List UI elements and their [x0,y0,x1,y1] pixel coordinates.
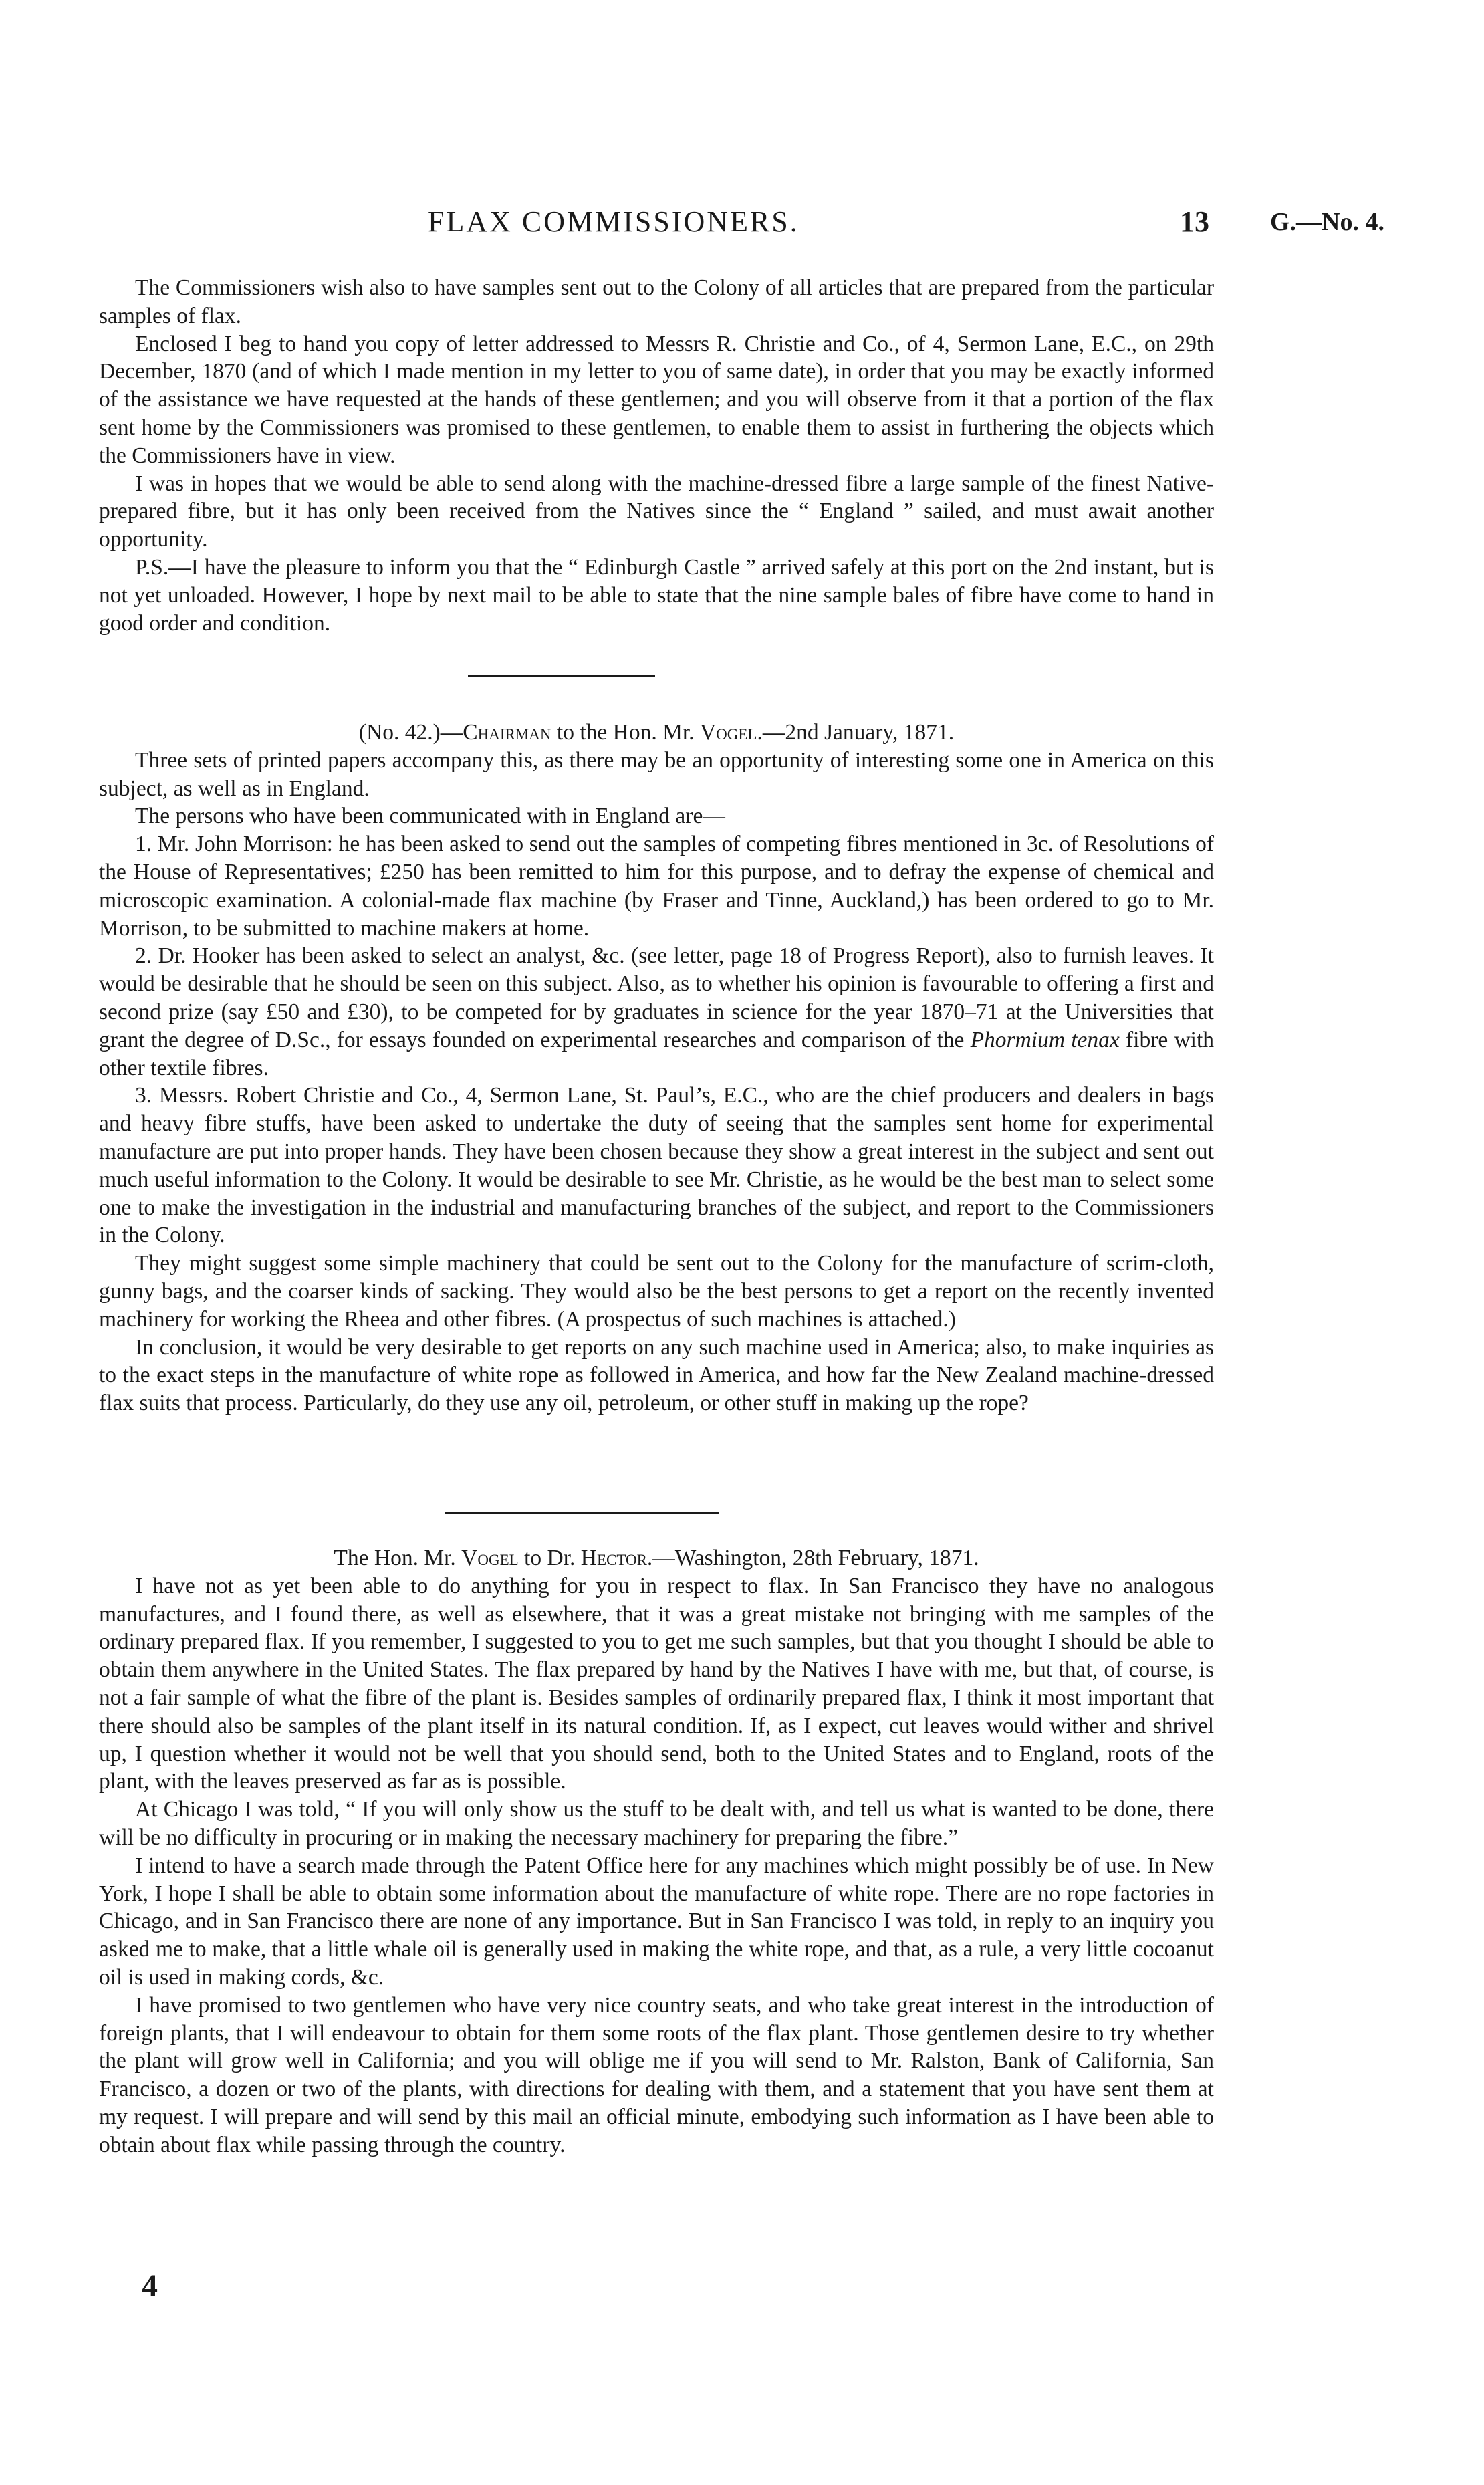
paragraph: They might suggest some simple machinery that could be sent out to the Colony for the manufacture of scrim-cloth, gunny bags, and the coarser kinds of sacking. They would also be the best persons to get a report on the recently invented machinery for working the Rheea and other fibres. (A prospectus of such machines is attached.) [99,1251,1214,1332]
document-code: G.—No. 4. [1270,208,1384,236]
paragraph: The persons who have been communicated with in England are— [135,804,725,829]
page-number: 13 [1180,205,1209,238]
section-divider [468,675,655,677]
paragraph: 3. Messrs. Robert Christie and Co., 4, Sermon Lane, St. Paul’s, E.C., who are the chief producers and dealers in bags and heavy fibre stuffs, have been asked to undertake the duty of seeing that the samples sent home for experimental manufacture are put into proper hands. They have been chosen because they show a great interest in the subject and sent out much useful information to the Colony. It would be desirable to see Mr. Christie, as he would be the best man to select some one to make the investigation in the industrial and manufacturing branches of the subject, and report to the Commissioners in the Colony. [99,1083,1214,1248]
paragraph: 1. Mr. John Morrison: he has been asked to send out the samples of competing fibres mentioned in 3c. of Resolutions of the House of Representatives; £250 has been remitted to him for this purpose, and to defray the expense of chemical and microscopic examination. A colonial-made flax machine (by Fraser and Tinne, Auckland,) has been ordered to go to Mr. Morrison, to be submitted to machine makers at home. [99,832,1214,941]
paragraph: I was in hopes that we would be able to send along with the machine-dressed fibre a large sample of the finest Native-prepared fibre, but it has only been received from the Natives since the “ England ” sailed, and must await another opportunity. [99,471,1214,552]
letter-heading: The Hon. Mr. Vogel to Dr. Hector.—Washington, 28th February, 1871. [334,1546,979,1570]
section-vogel-to-hector [99,1544,1214,2159]
paragraph: I have not as yet been able to do anything for you in respect to flax. In San Francisco they have no analogous manufactures, and I found there, as well as elsewhere, that it was a great mistake not bringing with me samples of the ordinary prepared flax. If you remember, I suggested to you to get me such samples, but that you thought I should be able to obtain them anywhere in the United States. The flax prepared by hand by the Natives I have with me, but that, of course, is not a fair sample of what the fibre of the plant is. Besides samples of ordinarily prepared flax, I think it most important that there should also be samples of the plant itself in its natural condition. If, as I expect, cut leaves would wither and shrivel up, I question whether it would not be well that you should send, both to the United States and to England, roots of the plant, with the leaves preserved as far as is possible. [99,1573,1214,1794]
section-chairman-to-vogel [99,719,1214,1417]
section-divider [445,1512,719,1514]
paragraph: I intend to have a search made through the Patent Office here for any machines which might possibly be of use. In New York, I hope I shall be able to obtain some information about the manufacture of white rope. There are no rope factories in Chicago, and in San Francisco there are none of any importance. But in San Francisco I was told, in reply to an inquiry you asked me to make, that a little whale oil is generally used in making the white rope, and that, as a rule, a very little cocoanut oil is used in making cords, &c. [99,1853,1214,1990]
running-title: FLAX COMMISSIONERS. [428,205,799,238]
signature-mark: 4 [142,2268,158,2304]
paragraph: Enclosed I beg to hand you copy of letter addressed to Messrs R. Christie and Co., of 4, Sermon Lane, E.C., on 29th December, 1870 (and of which I made mention in my letter to you of same date), in order that you may be exactly informed of the assistance we have requested at the hands of these gentlemen; and you will observe from it that a portion of the flax sent home by the Commissioners was promised to these gentlemen, to enable them to assist in furthering the objects which the Commissioners have in view. [99,331,1214,468]
section-commissioners-letter [99,274,1214,637]
paragraph: At Chicago I was told, “ If you will only show us the stuff to be dealt with, and tell us what is wanted to be done, there will be no difficulty in procuring or in making the necessary machinery for preparing the fibre.” [99,1797,1214,1850]
paragraph: In conclusion, it would be very desirable to get reports on any such machine used in America; also, to make inquiries as to the exact steps in the manufacture of white rope as followed in America, and how far the New Zealand machine-dressed flax suits that process. Particularly, do they use any oil, petroleum, or other stuff in making up the rope? [99,1334,1214,1416]
letter-heading: (No. 42.)—Chairman to the Hon. Mr. Vogel.—2nd January, 1871. [358,720,955,745]
paragraph: 2. Dr. Hooker has been asked to select an analyst, &c. (see letter, page 18 of Progress Report), also to furnish leaves. It would be desirable that he should be seen on this subject. Also, as to whether his opinion is favourable to offering a first and second prize (say £50 and £30), to be competed for by graduates in science for the year 1870–71 at the Universities that grant the degree of D.Sc., for essays founded on experimental researches and comparison of the Phormium tenax fibre with other textile fibres. [99,943,1215,1080]
paragraph: Three sets of printed papers accompany this, as there may be an opportunity of interesting some one in America on this subject, as well as in England. [99,747,1214,801]
paragraph: The Commissioners wish also to have samples sent out to the Colony of all articles that are prepared from the particular samples of flax. [99,275,1214,328]
paragraph: I have promised to two gentlemen who have very nice country seats, and who take great interest in the introduction of foreign plants, that I will endeavour to obtain for them some roots of the flax plant. Those gentlemen desire to try whether the plant will grow well in California; and you will oblige me if you will send to Mr. Ralston, Bank of California, San Francisco, a dozen or two of the plants, with directions for dealing with them, and a statement that you have sent them at my request. I will prepare and will send by this mail an official minute, embodying such information as I have been able to obtain about flax while passing through the country. [99,1992,1214,2157]
page-header [0,201,1484,254]
paragraph: P.S.—I have the pleasure to inform you that the “ Edinburgh Castle ” arrived safely at this port on the 2nd instant, but is not yet unloaded. However, I hope by next mail to be able to state that the nine sample bales of fibre have come to hand in good order and condition. [99,554,1214,636]
